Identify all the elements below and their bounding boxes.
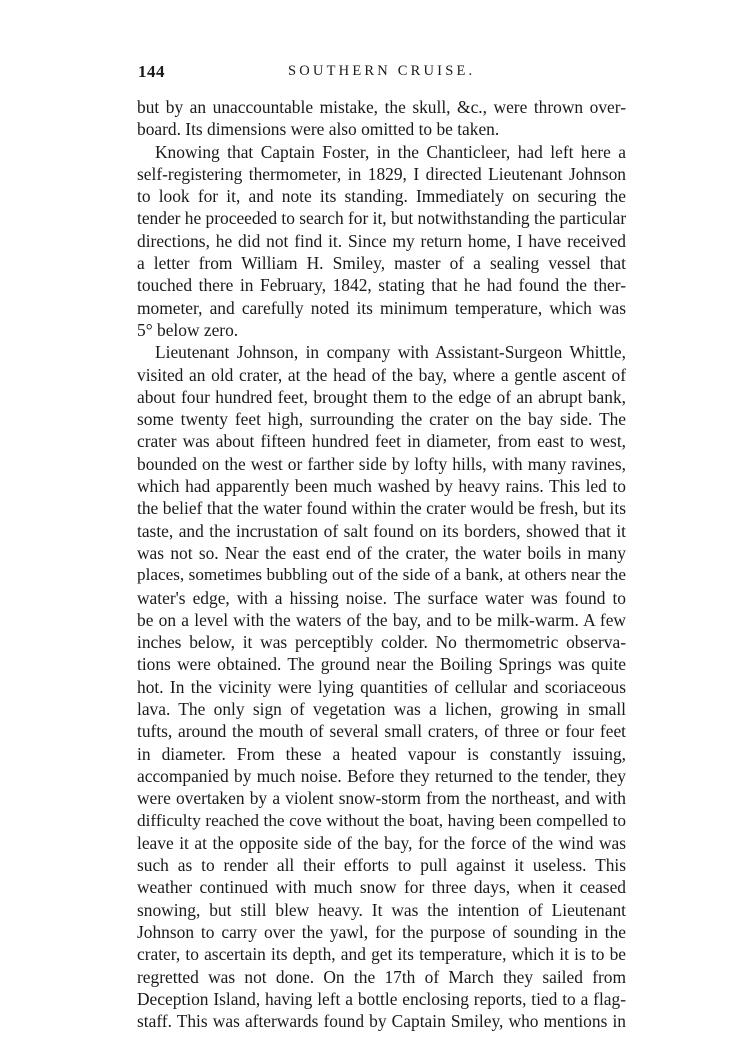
text-line: visited an old crater, at the head of the bay, where a gentle ascent of [137, 364, 626, 385]
text-line: 5° below zero. [137, 319, 239, 340]
text-line: inches below, it was perceptibly colder. No thermometric observa- [137, 632, 626, 653]
body-text [137, 96, 626, 1032]
text-line: were overtaken by a violent snow-storm from the northeast, and with [137, 788, 626, 809]
text-line: snowing, but still blew heavy. It was the intention of Lieutenant [137, 899, 626, 920]
running-head: SOUTHERN CRUISE. [288, 63, 476, 79]
text-line: leave it at the opposite side of the bay, for the force of the wind was [137, 832, 626, 853]
text-line: to look for it, and note its standing. Immediately on securing the [137, 186, 626, 207]
text-line: which had apparently been much washed by heavy rains. This led to [137, 476, 626, 497]
text-line: mometer, and carefully noted its minimum temperature, which was [137, 297, 626, 318]
text-line: Johnson to carry over the yawl, for the purpose of sounding in the [137, 921, 626, 942]
text-line: the belief that the water found within the crater would be fresh, but its [137, 498, 626, 519]
text-line: be on a level with the waters of the bay, and to be milk-warm. A few [137, 609, 626, 630]
text-line: crater was about fifteen hundred feet in diameter, from east to west, [137, 431, 626, 452]
page-header [138, 62, 596, 86]
text-line: was not so. Near the east end of the crater, the water boils in many [137, 542, 626, 563]
page-number: 144 [138, 62, 165, 81]
text-line: water's edge, with a hissing noise. The surface water was found to [137, 587, 626, 608]
text-line: hot. In the vicinity were lying quantities of cellular and scoriaceous [137, 676, 626, 697]
text-line: such as to render all their efforts to pull against it useless. This [137, 855, 626, 876]
text-line: taste, and the incrustation of salt found on its borders, showed that it [137, 520, 626, 541]
text-line: touched there in February, 1842, stating that he had found the ther- [137, 275, 626, 296]
text-line: crater, to ascertain its depth, and get its temperature, which it is to be [137, 944, 626, 965]
text-line: in diameter. From these a heated vapour is constantly issuing, [137, 743, 626, 764]
text-line: tender he proceeded to search for it, but notwithstanding the particular [137, 208, 627, 229]
text-line: weather continued with much snow for three days, when it ceased [137, 877, 626, 898]
text-line: places, sometimes bubbling out of the side of a bank, at others near the [137, 565, 626, 585]
text-line: staff. This was afterwards found by Captain Smiley, who mentions in [137, 1011, 626, 1032]
text-line: directions, he did not find it. Since my return home, I have received [137, 230, 626, 251]
text-line: Deception Island, having left a bottle enclosing reports, tied to a flag- [137, 988, 626, 1009]
text-line: Knowing that Captain Foster, in the Chanticleer, had left here a [155, 141, 626, 162]
text-line: self-registering thermometer, in 1829, I directed Lieutenant Johnson [137, 163, 626, 184]
text-line: a letter from William H. Smiley, master of a sealing vessel that [137, 253, 626, 274]
text-line: about four hundred feet, brought them to the edge of an abrupt bank, [137, 386, 626, 407]
text-line: Lieutenant Johnson, in company with Assistant-Surgeon Whittle, [155, 342, 626, 363]
text-line: tufts, around the mouth of several small craters, of three or four feet [137, 721, 626, 742]
text-line: accompanied by much noise. Before they returned to the tender, they [137, 765, 626, 786]
text-line: lava. The only sign of vegetation was a lichen, growing in small [137, 699, 626, 720]
text-line: board. Its dimensions were also omitted to be taken. [137, 119, 500, 140]
text-line: bounded on the west or farther side by lofty hills, with many ravines, [137, 453, 626, 474]
text-line: regretted was not done. On the 17th of March they sailed from [137, 966, 626, 987]
text-line: tions were obtained. The ground near the Boiling Springs was quite [137, 654, 626, 675]
text-line: difficulty reached the cove without the boat, having been compelled to [137, 810, 626, 830]
text-line: some twenty feet high, surrounding the crater on the bay side. The [137, 409, 626, 430]
text-line: but by an unaccountable mistake, the skull, &c., were thrown over- [137, 97, 626, 117]
